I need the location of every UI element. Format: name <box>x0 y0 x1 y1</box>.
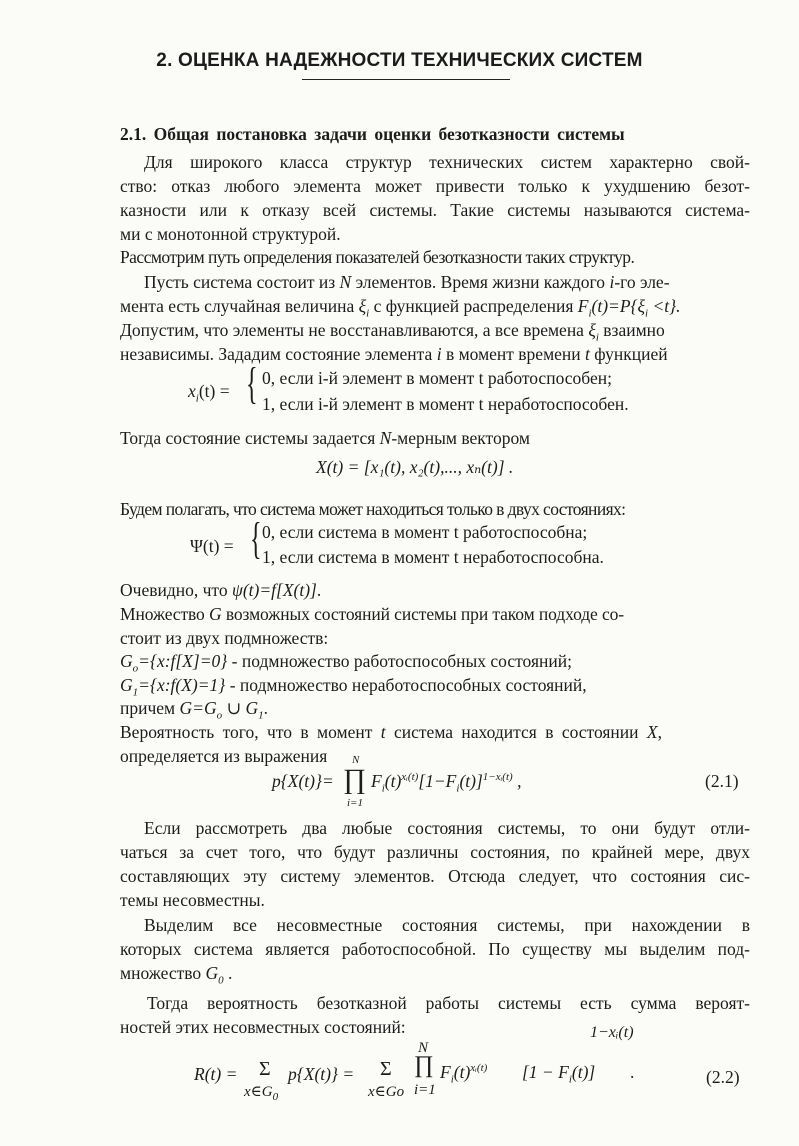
eq21-body: $F_i(t)^{xᵢ(t)}[1-F_i(t)]^{1-xᵢ(t)}$ , <box>371 771 522 795</box>
formula-x-case-0: 0, если i-й элемент в момент t работоспособен; <box>262 368 612 388</box>
section-title: 2.1. Общая постановка задачи оценки безотказности системы <box>120 124 625 144</box>
p11-line-1: Тогда вероятность безотказной работы системы есть сумма вероят- <box>147 993 750 1013</box>
p4-line: Тогда состояние системы задается N-мерным вектором <box>120 428 530 448</box>
p8-line-1: Вероятность того, что в момент t система находится в состоянии X, <box>120 722 662 742</box>
p10-line-3: множество $G_0$ . <box>120 963 233 987</box>
eq22-body: $F_i(t)^{xᵢ(t)}$ <box>440 1062 488 1086</box>
p6-line: Очевидно, что ψ(t)=f[X(t)]. <box>120 580 322 600</box>
eq22-lhs: R(t) = <box>194 1064 238 1084</box>
eq21-lhs: p{X(t)}= <box>272 771 334 791</box>
eq22-sum-2-under: x∈Go <box>368 1084 405 1100</box>
formula-vector-x: X(t) = [x₁(t), x₂(t),..., xₙ(t)] . <box>316 457 514 477</box>
p9-line-4: темы несовместны. <box>120 890 265 910</box>
p1-line-3: казности или к отказу всей системы. Такие системы называются система- <box>120 200 750 220</box>
eq22-tail: . <box>630 1062 635 1082</box>
p7-line-2: стоит из двух подмножеств: <box>120 628 329 648</box>
eq22-prod-under: i=1 <box>414 1082 436 1098</box>
p1-line-4: ми с монотонной структурой. <box>120 224 341 244</box>
eq21-prod: ∏ <box>343 764 367 795</box>
g1-line: $G_1=\{x:f(X)=1\}$ - подмножество неработоспособных состояний, <box>120 675 587 699</box>
p9-line-3: составляющих эту систему элементов. Отсюда следует, что состояния сис- <box>120 866 750 886</box>
formula-x-case-1: 1, если i-й элемент в момент t неработоспособен. <box>262 394 629 414</box>
p9-line-2: чаться за счет того, что будут различны состояния, по крайней мере, двух <box>120 842 750 862</box>
eq21-number: (2.1) <box>705 771 739 791</box>
g-union-line: причем $G=G_o$ ∪ $G_1$. <box>120 698 269 722</box>
p10-line-1: Выделим все несовместные состояния системы, при нахождении в <box>144 915 750 935</box>
p9-line-1: Если рассмотреть два любые состояния системы, то они будут отли- <box>144 818 750 838</box>
p5-line: Будем полагать, что система может находиться только в двух состояниях: <box>120 499 626 519</box>
eq22-sum-2: Σ <box>380 1058 392 1080</box>
formula-psi-case-1: 1, если система в момент t неработоспособна. <box>262 547 604 567</box>
p2-line: Рассмотрим путь определения показателей безотказности таких структур. <box>120 247 635 267</box>
eq22-exp-2: 1−xᵢ(t) <box>590 1024 634 1041</box>
formula-psi-case-0: 0, если система в момент t работоспособна; <box>262 522 588 542</box>
p1-line-2: ство: отказ любого элемента может привести только к ухудшению безот- <box>120 176 750 196</box>
p8-line-2: определяется из выражения <box>120 746 328 766</box>
eq22-prod: ∏ <box>414 1052 434 1078</box>
formula-psi-brace: { <box>250 514 262 563</box>
p7-line-1: Множество G возможных состояний системы при таком подходе со- <box>120 604 625 624</box>
eq22-number: (2.2) <box>706 1067 740 1087</box>
p3-line-4: независимы. Зададим состояние элемента i в момент времени t функцией <box>120 344 668 364</box>
formula-psi-lhs: Ψ(t) = <box>190 536 234 556</box>
formula-x-brace: { <box>246 359 258 408</box>
eq22-prod-top: N <box>418 1040 429 1056</box>
eq21-prod-top: N <box>352 754 360 766</box>
chapter-title: 2. ОЦЕНКА НАДЕЖНОСТИ ТЕХНИЧЕСКИХ СИСТЕМ <box>156 50 643 71</box>
eq22-term-1: p{X(t)} = <box>288 1064 355 1084</box>
g0-line: $G_o=\{x:f[X]=0\}$ - подмножество работоспособных состояний; <box>120 651 572 675</box>
p1-line-1: Для широкого класса структур технических систем характерно свой- <box>144 152 750 172</box>
p3-line-2: мента есть случайная величина $\xi_i$ с функцией распределения $F_i(t)=P\{\xi_i <t\}$. <box>120 296 681 320</box>
eq22-sum-1-under: $x\in G_0$ <box>244 1084 279 1103</box>
p3-line-1: Пусть система состоит из N элементов. Время жизни каждого i-го эле- <box>144 272 670 292</box>
eq21-prod-bottom: i=1 <box>347 797 363 809</box>
p11-line-2: ностей этих несовместных состояний: <box>120 1017 406 1037</box>
formula-x-lhs: $x_i(t)$ = <box>188 381 230 405</box>
eq22-bracket: $[1 - F_i(t)]$ <box>522 1062 596 1086</box>
title-underline <box>302 79 510 80</box>
p3-line-3: Допустим, что элементы не восстанавливаются, а все времена $\xi_i$ взаимно <box>120 320 665 344</box>
eq22-sum-1: Σ <box>259 1058 271 1080</box>
p10-line-2: которых система является работоспособной. По существу мы выделим под- <box>120 939 750 959</box>
